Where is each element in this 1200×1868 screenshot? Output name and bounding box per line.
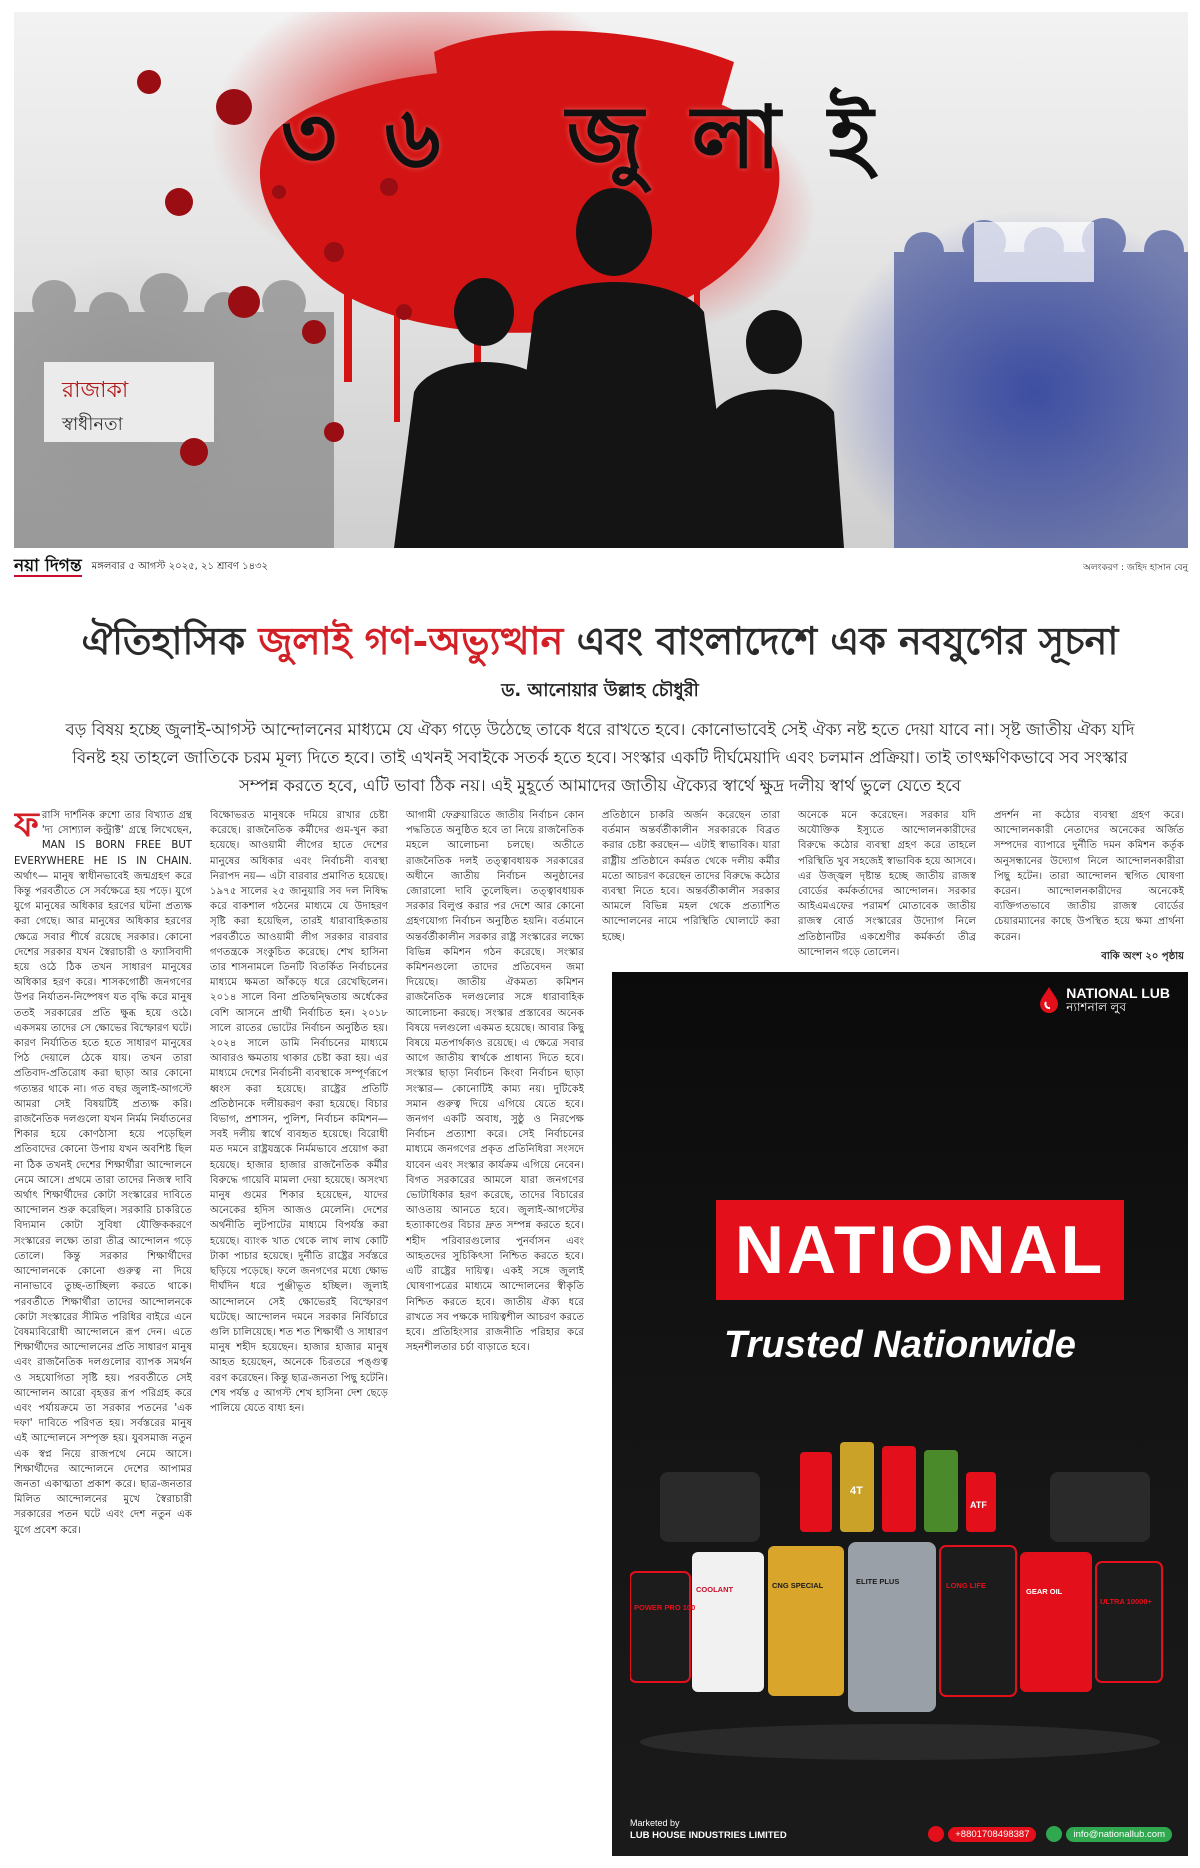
ad-tagline: Trusted Nationwide	[724, 1324, 1076, 1366]
marketed-company: LUB HOUSE INDUSTRIES LIMITED	[630, 1830, 787, 1841]
article-column-4: প্রতিষ্ঠানে চাকরি অর্জন করেছেন তারা বর্তমান অন্তর্বর্তীকালীন সরকারকে বিব্রত করার চেষ্টা করছেন— এটাই স্বাভাবিক। যারা রাষ্ট্রীয় প্রতিষ্ঠানে কর্মরত থেকে দলীয় কর্মীর মতো আচরণ করেছেন তাদের বিরুদ্ধে কঠোর ব্যবস্থা নিতে হবে। অন্তর্বর্তীকালীন সরকার আমলে বিভিন্ন মহল থেকে প্রত্যাশিত আন্দোলনের নামে পরিস্থিতি ঘোলাটে করা হচ্ছে।	[602, 810, 780, 943]
banner-text-left-2: স্বাধীনতা	[62, 414, 123, 435]
article-deck: বড় বিষয় হচ্ছে জুলাই-আগস্ট আন্দোলনের মাধ্যমে যে ঐক্য গড়ে উঠেছে তাকে ধরে রাখতে হবে। কোনোভাবেই সেই ঐক্য নষ্ট হতে দেয়া যাবে না। সৃষ্ট জাতীয় ঐক্য যদি বিনষ্ট হয় তাহলে জাতিকে চরম মূল্য দিতে হবে। তাই এখনই সবাইকে সতর্ক হতে হবে। সংস্কার একটি দীর্ঘমেয়াদি এবং চলমান প্রক্রিয়া। তাই তাৎক্ষণিকভাবে সব সংস্কার সম্পন্ন করতে হবে, এটি ভাবা ঠিক নয়। এই মুহূর্তে আমাদের জাতীয় ঐক্যের স্বার্থে ক্ষুদ্র দলীয় স্বার্থ ভুলে যেতে হবে	[65, 720, 1135, 795]
headline-highlight: জুলাই গণ-অভ্যুত্থান	[258, 618, 564, 663]
ad-banner: NATIONAL	[716, 1200, 1124, 1300]
issue-date: মঙ্গলবার ৫ আগস্ট ২০২৫, ২১ শ্রাবণ ১৪৩২	[91, 560, 269, 572]
article-column-2: বিক্ষোভরত মানুষকে দমিয়ে রাখার চেষ্টা করেছে। রাজনৈতিক কর্মীদের গুম-খুন করা হয়েছে। আওয়ামী লীগের হাতে দেশের মানুষের অধিকার এবং নির্বাচনী ব্যবস্থা নিরাপদ নয়— এটা বারবার প্রমাণিত হয়েছে। ১৯৭৫ সালের ২৫ জানুয়ারি সব দল নিষিদ্ধ করে বাকশাল গঠনের মাধ্যমে যে উদাহরণ সৃষ্টি করা হয়েছিল, তারই ধারাবাহিকতায় পরবর্তীতে আওয়ামী লীগ সরকার বারবার গণতন্ত্রকে সংকুচিত করেছে। শেখ হাসিনা তার শাসনামলে তিনটি বিতর্কিত নির্বাচনের মাধ্যমে ক্ষমতা আঁকড়ে ধরে রেখেছিলেন। ২০১৪ সালে বিনা প্রতিদ্বন্দ্বিতায় অর্ধেকের বেশি আসনে প্রার্থী নির্বাচিত হন। ২০১৮ সালে রাতের ভোটের নির্বাচন অনুষ্ঠিত হয়। ২০২৪ সালে ডামি নির্বাচনের মাধ্যমে আবারও ক্ষমতায় থাকার চেষ্টা করা হয়। এর মাধ্যমে দেশের নির্বাচনী ব্যবস্থাকে সম্পূর্ণরূপে ধ্বংস করা হয়েছে। রাষ্ট্রের প্রতিটি প্রতিষ্ঠানকে দলীয়করণ করা হয়েছে। বিচার বিভাগ, প্রশাসন, পুলিশ, নির্বাচন কমিশন— সবই দলীয় স্বার্থে ব্যবহৃত হয়েছে। বিরোধী মত দমনে রাষ্ট্রযন্ত্রকে নির্মমভাবে প্রয়োগ করা হয়েছে। হাজার হাজার রাজনৈতিক কর্মীর বিরুদ্ধে গায়েবি মামলা দেয়া হয়েছে। অসংখ্য মানুষ গুমের শিকার হয়েছেন, যাদের অনেকের হদিস আজও মেলেনি। দেশের অর্থনীতি লুটপাটের মাধ্যমে বিপর্যস্ত করা হয়েছে। ব্যাংক খাত থেকে লাখ লাখ কোটি টাকা পাচার হয়েছে। দুর্নীতি রাষ্ট্রের সর্বস্তরে ছড়িয়ে পড়েছে। ফলে জনগণের মধ্যে ক্ষোভ দীর্ঘদিন ধরে পুঞ্জীভূত হচ্ছিল। জুলাই আন্দোলনে সেই ক্ষোভেরই বিস্ফোরণ ঘটেছে। আন্দোলন দমনে সরকার নির্বিচারে গুলি চালিয়েছে। শত শত শিক্ষার্থী ও সাধারণ মানুষ শহীদ হয়েছেন। হাজার হাজার মানুষ আহত হয়েছেন, অনেকে চিরতরে পঙ্গুত্ব বরণ করেছেন। কিন্তু ছাত্র-জনতা পিছু হটেনি। শেষ পর্যন্ত ৫ আগস্ট শেখ হাসিনা দেশ ছেড়ে পালিয়ে যেতে বাধ্য হন।	[210, 810, 388, 1414]
product-4t-label: 4T	[850, 1485, 863, 1497]
hero-illustration	[14, 12, 1188, 548]
article-column-3: আগামী ফেব্রুয়ারিতে জাতীয় নির্বাচন কোন পদ্ধতিতে অনুষ্ঠিত হবে তা নিয়ে রাজনৈতিক মহলে আলোচনা চলছে। অতীতে রাজনৈতিক দলই তত্ত্বাবধায়ক সরকারের অধীনে জাতীয় নির্বাচন অনুষ্ঠানের জোরালো দাবি তুলেছিল। তত্ত্বাবধায়ক সরকার বিলুপ্ত করার পর দেশে আর কোনো গ্রহণযোগ্য নির্বাচন অনুষ্ঠিত হয়নি। বর্তমানে অন্তর্বর্তীকালীন সরকার রাষ্ট্র সংস্কারের লক্ষ্যে বিভিন্ন কমিশন গঠন করেছে। সংস্কার কমিশনগুলো তাদের প্রতিবেদন জমা দিয়েছে। জাতীয় ঐকমত্য কমিশন রাজনৈতিক দলগুলোর সঙ্গে ধারাবাহিক আলোচনা করছে। সংস্কার প্রস্তাবের অনেক বিষয়ে দলগুলো একমত হয়েছে। আবার কিছু বিষয়ে মতপার্থক্যও রয়েছে। এ ক্ষেত্রে সবার আগে জাতীয় স্বার্থকে প্রাধান্য দিতে হবে। সংস্কার ছাড়া নির্বাচন কিংবা নির্বাচন ছাড়া সংস্কার— কোনোটিই কাম্য নয়। দুটিকেই সমান গুরুত্ব দিয়ে এগিয়ে যেতে হবে। জনগণ একটি অবাধ, সুষ্ঠু ও নিরপেক্ষ নির্বাচন প্রত্যাশা করে। সেই নির্বাচনের মাধ্যমে জনগণের প্রকৃত প্রতিনিধিরা সংসদে যাবেন এবং সংস্কার কার্যক্রম এগিয়ে নেবেন। বিগত সরকারের আমলে যারা জনগণের ভোটাধিকার হরণ করেছে, তাদের বিচারের আওতায় আনতে হবে। জুলাই-আগস্টের হত্যাকাণ্ডের বিচার দ্রুত সম্পন্ন করতে হবে। শহীদ পরিবারগুলোর পুনর্বাসন এবং আহতদের সুচিকিৎসা নিশ্চিত করতে হবে। এটি রাষ্ট্রের দায়িত্ব। একই সঙ্গে জুলাই ঘোষণাপত্রের মাধ্যমে আন্দোলনের স্বীকৃতি নিশ্চিত করতে হবে। জাতীয় ঐক্য ধরে রাখতে সব পক্ষকে দায়িত্বশীল আচরণ করতে হবে। প্রতিহিংসার রাজনীতি পরিহার করে সহনশীলতার চর্চা বাড়াতে হবে।	[406, 810, 584, 1354]
product-atf-label: ATF	[970, 1500, 987, 1510]
continued-notice: বাকি অংশ ২০ পৃষ্ঠায়	[1101, 950, 1184, 962]
product-power-pro-label: POWER PRO 100	[634, 1603, 696, 1612]
advertisement-national-lub[interactable]	[612, 972, 1188, 1856]
headline-part-2: এবং বাংলাদেশে এক নবযুগের সূচনা	[563, 618, 1119, 663]
marketed-label: Marketed by	[630, 1818, 680, 1828]
article-column-6	[994, 808, 1184, 968]
ad-product-lineup	[630, 1442, 1170, 1772]
ad-brand-logo	[1038, 986, 1170, 1014]
ad-marketed-by	[630, 1817, 787, 1842]
oil-drop-icon	[1038, 986, 1060, 1014]
column-6-text: প্রদর্শন না কঠোর ব্যবস্থা গ্রহণ করে। আন্দোলনকারী নেতাদের অনেকের অর্জিত সম্পদের ব্যাপারে দুর্নীতি দমন কমিশন কর্তৃক অনুসন্ধানের উদ্যোগ নিলে আন্দোলনকারীরা পিছু হটেন। তারা আন্দোলন স্থগিত ঘোষণা করেন। আন্দোলনকারীদের অনেকেই ব্যক্তিগতভাবে জাতীয় রাজস্ব বোর্ডের চেয়ারম্যানের কাছে উপস্থিত হয়ে ক্ষমা প্রার্থনা করেন।	[994, 810, 1184, 943]
product-front-row	[630, 1542, 1162, 1712]
headline-part-1: ঐতিহাসিক	[81, 618, 259, 663]
ad-phone[interactable]	[928, 1826, 1036, 1842]
column-1-text: রাসি দার্শনিক রুশো তার বিখ্যাত গ্রন্থ 'দ্য সোশ্যাল কন্ট্রাক্ট' গ্রন্থে লিখেছেন, MAN IS BORN FREE BUT EVERYWHERE HE IS IN CHAIN. অর্থাৎ— মানুষ স্বাধীনভাবেই জন্মগ্রহণ করে কিন্তু পরবর্তীতে সে সর্বক্ষেত্রে হয় পড়ে। যুগে যুগে মানুষের অধিকার হরণের ঘটনা প্রত্যক্ষ করা গেছে। আর মানুষের অধিকার হরণের ক্ষেত্রে সবার শীর্ষে রয়েছে সরকার। কোনো দেশের সরকার যখন স্বৈরাচারী ও ফ্যাসিবাদী হয়ে ওঠে ঠিক তখন সাধারণ মানুষের অধিকার হরণ করে। শাসকগোষ্ঠী জনগণের উপর নির্যাতন-নিষ্পেষণ যত বৃদ্ধি করে মানুষ ততই সরকারের প্রতি ক্ষুব্ধ হয়ে ওঠে। একসময় তাদের সে ক্ষোভের বিস্ফোরণ ঘটে। কারণ নির্যাতিত হতে হতে সাধারণ মানুষের পিঠ দেয়ালে ঠেকে যায়। তখন তারা প্রতিবাদ-প্রতিরোধ করা ছাড়া আর কোনো গত্যন্তর থাকে না। গত বছর জুলাই-আগস্টে আমরা সেই বিষয়টিই প্রত্যক্ষ করি। রাজনৈতিক দলগুলো যখন নির্মম নির্যাতনের শিকার হয়ে কোণঠাসা হয়ে পড়েছিল প্রতিবাদের কোনো উপায় যখন অবশিষ্ট ছিল না ঠিক তখনই দেশের শিক্ষার্থীরা আন্দোলনে নেমে আসে। প্রথমে তারা তাদের নিজস্ব দাবি অর্থাৎ শিক্ষার্থীদের কোটা সংস্কারের দাবিতে আন্দোলন শুরু করেছিল। সরকারি চাকরিতে বিদ্যমান কোটা সুবিধা যৌক্তিককরণে সংস্কারের লক্ষ্যে তারা তীব্র আন্দোলন গড়ে তোলে। কিন্তু সরকার শিক্ষার্থীদের আন্দোলনকে কোনো গুরুত্ব না দিয়ে নানাভাবে তুচ্ছ-তাচ্ছিল্য করতে থাকে। পরবর্তীতে শিক্ষার্থীরা তাদের আন্দোলনকে কোটা সংস্কারের সীমিত পরিধির বাইরে এনে বৈষম্যবিরোধী আন্দোলনে রূপ দেন। এতে শিক্ষার্থীদের আন্দোলনের প্রতি সাধারণ মানুষ এবং রাজনৈতিক দলগুলোর ব্যাপক সমর্থন ও সহযোগিতা সৃষ্টি হয়। পরবর্তীতে সেই আন্দোলন আরো বৃহত্তর রূপ পরিগ্রহ করে এবং পর্যায়ক্রমে তা সরকার পতনের 'এক দফা' দাবিতে পরিণত হয়। সর্বস্তরের মানুষ এই আন্দোলনে সম্পৃক্ত হয়। যুবসমাজ নতুন এক স্বপ্ন নিয়ে রাজপথে নেমে আসে। শিক্ষার্থীদের আন্দোলনে দেশের আপামর জনতা একাত্মতা প্রকাশ করে। ছাত্র-জনতার মিলিত আন্দোলনের মুখে স্বৈরাচারী সরকারের পতন ঘটে এবং দেশ নতুন এক যুগে প্রবেশ করে।	[14, 810, 192, 1536]
product-gear-oil-label: GEAR OIL	[1026, 1587, 1063, 1596]
ad-phone-number: +8801708498387	[948, 1827, 1036, 1842]
article-headline	[0, 612, 1200, 676]
ad-footer	[630, 1817, 1172, 1842]
product-long-life-label: LONG LIFE	[946, 1581, 986, 1590]
product-coolant-label: COOLANT	[696, 1585, 734, 1594]
banner-text-left: রাজাকা	[62, 378, 129, 403]
ad-logo-en: NATIONAL LUB	[1066, 985, 1170, 1001]
dropcap: ফ	[14, 808, 39, 845]
product-elite-plus-label: ELITE PLUS	[856, 1577, 900, 1586]
phone-icon	[928, 1826, 944, 1842]
article-author: ড. আনোয়ার উল্লাহ চৌধুরী	[501, 680, 699, 701]
email-icon	[1046, 1826, 1062, 1842]
article-column-5: অনেকে মনে করেছেন। সরকার যদি অযৌক্তিক ইস্যুতে আন্দোলনকারীদের বিরুদ্ধে কঠোর ব্যবস্থা গ্রহণ করে তাহলে পরিস্থিতি খুব সহজেই স্বাভাবিক হয়ে আসবে। এর উজ্জ্বল দৃষ্টান্ত হচ্ছে জাতীয় রাজস্ব বোর্ডের কর্মকর্তাদের আন্দোলন। সরকার আইএমএফের পরামর্শ মোতাবেক জাতীয় রাজস্ব বোর্ড সংস্কারের উদ্যোগ নিলে প্রতিষ্ঠানটির একশ্রেণীর কর্মকর্তা তীব্র আন্দোলন গড়ে তোলেন।	[798, 810, 976, 958]
ad-contacts	[928, 1826, 1172, 1842]
product-back-row	[660, 1442, 1150, 1542]
illustration-credit: অলংকরণ : জহিদ হাসান বেনু	[1083, 562, 1188, 573]
ad-logo-bn: ন্যাশনাল লুব	[1066, 1000, 1127, 1014]
article-column-1	[14, 808, 192, 1856]
hero-title: ৩৬ জুলাই	[280, 87, 922, 188]
newspaper-logo: নয়া দিগন্ত	[14, 556, 82, 576]
ad-email[interactable]	[1046, 1826, 1172, 1842]
product-cng-label: CNG SPECIAL	[772, 1581, 824, 1590]
masthead-strip	[14, 556, 1188, 578]
ad-email-address: info@nationallub.com	[1066, 1827, 1172, 1842]
product-ultra-label: ULTRA 10000+	[1100, 1597, 1152, 1606]
